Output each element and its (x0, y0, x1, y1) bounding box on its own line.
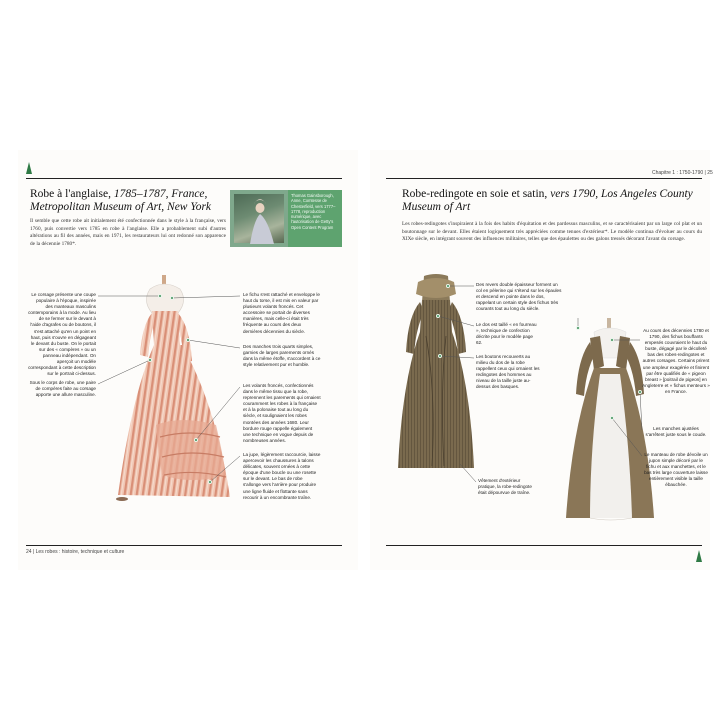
annotation-boutons: Les boutons recouverts au milieu du dos de la robe rappellent ceux qui ornaient les redingotes des hommes au niveau de la taille juste au-dessus des basques. (476, 354, 540, 390)
annotation-col: Sous le corps de robe, une paire de compères faite au corsage apporte une allure masculine. (29, 380, 96, 398)
annotation-vetement: Vêtement d'extérieur pratique, la robe-redingote était dépourvue de traîne. (478, 478, 532, 496)
chapter-header: Chapitre 1 : 1750-1790 | 25 (652, 170, 713, 176)
annotation-manches: Les manches ajustées s'arrêtent juste sous le coude. (645, 426, 707, 438)
marker-dot (610, 416, 614, 420)
marker-dot (446, 284, 450, 288)
intro-text: Il semble que cette robe ait initialement été confectionnée dans le style à la française, vers 1760, puis convertie vers 1785 en robe à l'anglaise. Elle a probablement subi d'autres altérations au fil des années, mais en 1971, les restaurateurs lui ont redonné son apparence de la décennie 1780*. (30, 218, 226, 247)
annotation-jupe: La jupe, légèrement raccourcie, laisse apercevoir les chaussures à talons délicates, souvent ornées à cette époque d'une boucle ou une rosette sur le devant. Le bas de robe s'allonge vers l'arrière pour produire une ligne fluide et flottante sans recourir à un encombrante traîne. (243, 452, 321, 500)
annotation-dos: Le dos est taillé « en fourreau », technique de confection décrite pour le modèle page 62. (476, 322, 537, 346)
page-title: Robe-redingote en soie et satin, vers 1790, Los Angeles County Museum of Art (402, 188, 693, 213)
marker-dot (436, 314, 440, 318)
marker-dot (610, 338, 614, 342)
annotation-fichu: Le fichu s'est rattaché et enveloppe le haut du torse, il est mis en valeur par plusieurs volants froncés. Cet accessoire se portait de diverses manières, mais celle-ci était très fréquente au cours des deux dernières décennies du siècle. (243, 292, 320, 334)
annotation-manches: Des manches trois quarts simples, garnies de larges parements ornés dans la même étoffe, s'accordent à ce style relativement pur et humble. (243, 344, 321, 368)
annotation-revers: Des revers double épaisseur forment un col en pèlerine qui s'étend sur les épaules et descend en pointe dans le dos, rappelant un certain style des fichus très courants tout au long du siècle. (476, 282, 562, 312)
annotation-volants: Les volants froncés, confectionnés dans le même tissu que la robe, reprennent les parements qui ornaient couramment les robes à la française et à la polonaise tout au long du siècle, et soulignaient les robes montées des années 1680. Leur bordure rouge rappelle également une technique en vogue depuis de nombreuses années. (243, 383, 321, 443)
marker-dot (438, 354, 442, 358)
annotation-manteau: Le manteau de robe dévoile un jupon simple décoré par le fichu et aux manchettes, et le bas très large couverture laisse entièrement visible la taille ébauchée. (644, 452, 708, 488)
bottom-rule (386, 545, 702, 546)
marker-dot (576, 326, 580, 330)
page-title: Robe à l'anglaise, 1785–1787, France, Metropolitan Museum of Art, New York (30, 188, 212, 213)
page-footer: 24 | Les robes : histoire, technique et culture (26, 549, 125, 555)
painting-caption: Thomas Gainsborough, Anne, Comtesse de Chesterfield, vers 1777–1778, reproduction numérique, avec l'autorisation de Getty's Open Content Program (288, 190, 342, 247)
annotation-corsage: Le corsage présente une coupe populaire à l'époque, inspirée des manteaux masculins contemporains à la mode. Au lieu de se fermer sur le devant à l'aide d'agrafes ou de boutons, il s'est attaché qu'en un point en haut, puis s'ouvre en dégageant le devant du buste. On le portait sur des « compères » ou un panneau indépendant. On aperçoit un modèle correspondant à cette description sur le portrait ci-dessus. (28, 292, 96, 377)
marker-dot (638, 390, 642, 394)
intro-text: Les robes-redingotes s'inspiraient à la fois des habits d'équitation et des pardessus masculins, et se caractérisaient par un large col plat et un boutonnage sur le devant. Elles étaient logiquement très appréciées comme tenues d'extérieur*. Le modèle continua d'évoluer au cours du XIXe siècle, en intégrant souvent des influences militaires, telles que des épaulettes ou des galons tressés décorant l'avant du corsage. (402, 221, 702, 243)
annotation-cours: Au cours des décennies 1780 et 1790, des fichus bouffants empesés couvraient le haut du buste, dégagé par le décolleté bas des robes-redingotes et autres corsages. Certains prirent une ampleur exagérée et finirent par être qualifiés de « pigeon breast » [poitrail de pigeon] en Angleterre et « fichus menteurs » en France. (642, 328, 710, 394)
